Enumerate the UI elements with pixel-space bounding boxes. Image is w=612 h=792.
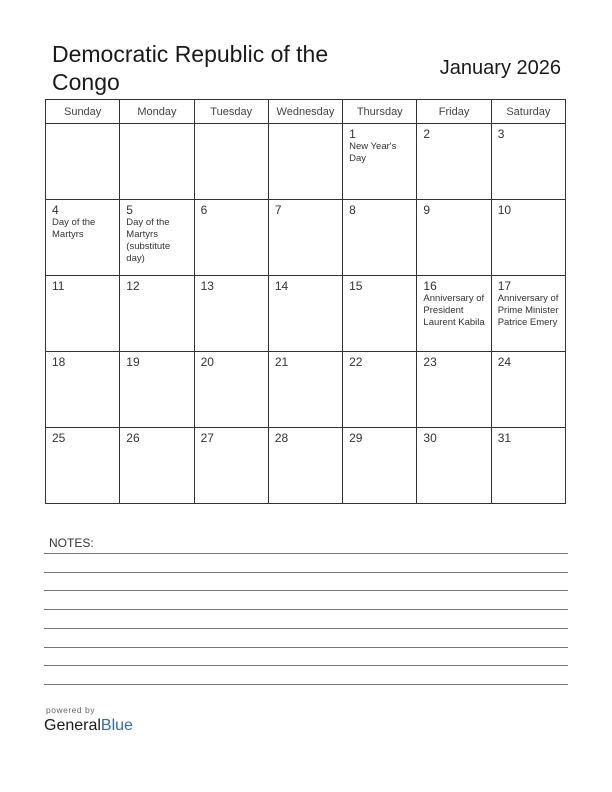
day-number: 12 bbox=[126, 279, 140, 293]
generalblue-logo bbox=[44, 717, 133, 735]
notes-line bbox=[44, 628, 568, 629]
day-number: 2 bbox=[423, 127, 431, 141]
day-cell bbox=[120, 352, 194, 428]
day-number: 19 bbox=[126, 355, 140, 369]
week-row bbox=[46, 276, 566, 352]
day-cell bbox=[343, 276, 417, 352]
holiday-label: Day of the Martyrs (substitute day) bbox=[126, 217, 171, 264]
day-number: 7 bbox=[274, 203, 282, 217]
day-number: 28 bbox=[274, 431, 289, 445]
day-number: 4 bbox=[52, 203, 59, 217]
week-row bbox=[46, 352, 566, 428]
day-number: 29 bbox=[349, 431, 363, 445]
weekday-monday: Monday bbox=[120, 100, 194, 124]
day-number: 25 bbox=[52, 431, 66, 445]
weekday-sunday: Sunday bbox=[46, 100, 120, 124]
day-number: 23 bbox=[423, 355, 437, 369]
holiday-label: New Year's Day bbox=[349, 141, 397, 164]
day-number: 27 bbox=[200, 431, 214, 445]
day-cell bbox=[46, 428, 120, 504]
day-cell bbox=[120, 200, 194, 276]
day-cell bbox=[46, 124, 120, 200]
day-number: 22 bbox=[349, 355, 363, 369]
holiday-label: Anniversary of President Laurent Kabila bbox=[423, 293, 485, 328]
notes-line bbox=[44, 647, 568, 648]
day-cell bbox=[417, 352, 491, 428]
day-cell bbox=[343, 428, 417, 504]
day-number: 10 bbox=[497, 203, 512, 217]
calendar-month-year: January 2026 bbox=[439, 57, 561, 79]
day-cell bbox=[194, 124, 268, 200]
day-number: 18 bbox=[52, 355, 66, 369]
day-number: 24 bbox=[497, 355, 512, 369]
day-cell bbox=[268, 124, 342, 200]
day-cell bbox=[343, 200, 417, 276]
day-cell bbox=[343, 352, 417, 428]
day-cell bbox=[417, 124, 491, 200]
weekday-saturday: Saturday bbox=[491, 100, 565, 124]
notes-line bbox=[44, 665, 568, 666]
day-number: 15 bbox=[349, 279, 363, 293]
brand-general: General bbox=[44, 717, 101, 734]
day-number: 11 bbox=[52, 279, 65, 293]
day-cell bbox=[491, 428, 565, 504]
day-cell bbox=[46, 352, 120, 428]
day-cell bbox=[46, 200, 120, 276]
week-row bbox=[46, 200, 566, 276]
week-row bbox=[46, 428, 566, 504]
weekday-header-row bbox=[46, 100, 566, 124]
day-cell bbox=[491, 276, 565, 352]
day-number: 5 bbox=[126, 203, 133, 217]
day-number: 31 bbox=[497, 431, 512, 445]
day-cell bbox=[120, 124, 194, 200]
day-number: 3 bbox=[497, 127, 505, 141]
holiday-label: Anniversary of Prime Minister Patrice Emery bbox=[497, 293, 559, 328]
day-number: 13 bbox=[200, 279, 214, 293]
weekday-wednesday: Wednesday bbox=[268, 100, 342, 124]
day-number: 9 bbox=[423, 203, 431, 217]
powered-by-text: powered by bbox=[46, 705, 95, 715]
day-cell bbox=[491, 200, 565, 276]
notes-label: NOTES: bbox=[49, 536, 94, 550]
day-cell bbox=[46, 276, 120, 352]
weekday-friday: Friday bbox=[417, 100, 491, 124]
day-cell bbox=[268, 428, 342, 504]
calendar-grid bbox=[45, 99, 566, 504]
notes-line bbox=[44, 609, 568, 610]
notes-line bbox=[44, 572, 568, 573]
day-cell bbox=[194, 200, 268, 276]
calendar-country-title: Democratic Republic of the Congo bbox=[52, 41, 329, 95]
notes-line bbox=[44, 590, 568, 591]
day-cell bbox=[491, 124, 565, 200]
weekday-tuesday: Tuesday bbox=[194, 100, 268, 124]
day-cell bbox=[120, 428, 194, 504]
day-cell bbox=[417, 276, 491, 352]
day-number: 20 bbox=[200, 355, 214, 369]
notes-line bbox=[44, 553, 568, 554]
day-cell bbox=[194, 352, 268, 428]
day-number: 30 bbox=[423, 431, 437, 445]
day-number: 26 bbox=[126, 431, 140, 445]
day-number: 6 bbox=[200, 203, 208, 217]
day-cell bbox=[194, 428, 268, 504]
day-cell bbox=[417, 200, 491, 276]
day-number: 21 bbox=[274, 355, 289, 369]
weekday-thursday: Thursday bbox=[343, 100, 417, 124]
day-number: 16 bbox=[423, 279, 437, 293]
day-number: 1 bbox=[349, 127, 356, 141]
day-cell bbox=[491, 352, 565, 428]
day-cell bbox=[268, 352, 342, 428]
day-number: 14 bbox=[274, 279, 289, 293]
day-cell bbox=[343, 124, 417, 200]
week-row bbox=[46, 124, 566, 200]
day-number: 17 bbox=[497, 279, 512, 293]
holiday-label: Day of the Martyrs bbox=[52, 217, 96, 240]
day-cell bbox=[120, 276, 194, 352]
day-number: 8 bbox=[349, 203, 356, 217]
day-cell bbox=[268, 276, 342, 352]
day-cell bbox=[417, 428, 491, 504]
day-cell bbox=[268, 200, 342, 276]
brand-blue: Blue bbox=[100, 717, 133, 734]
day-cell bbox=[194, 276, 268, 352]
notes-line bbox=[44, 684, 568, 685]
